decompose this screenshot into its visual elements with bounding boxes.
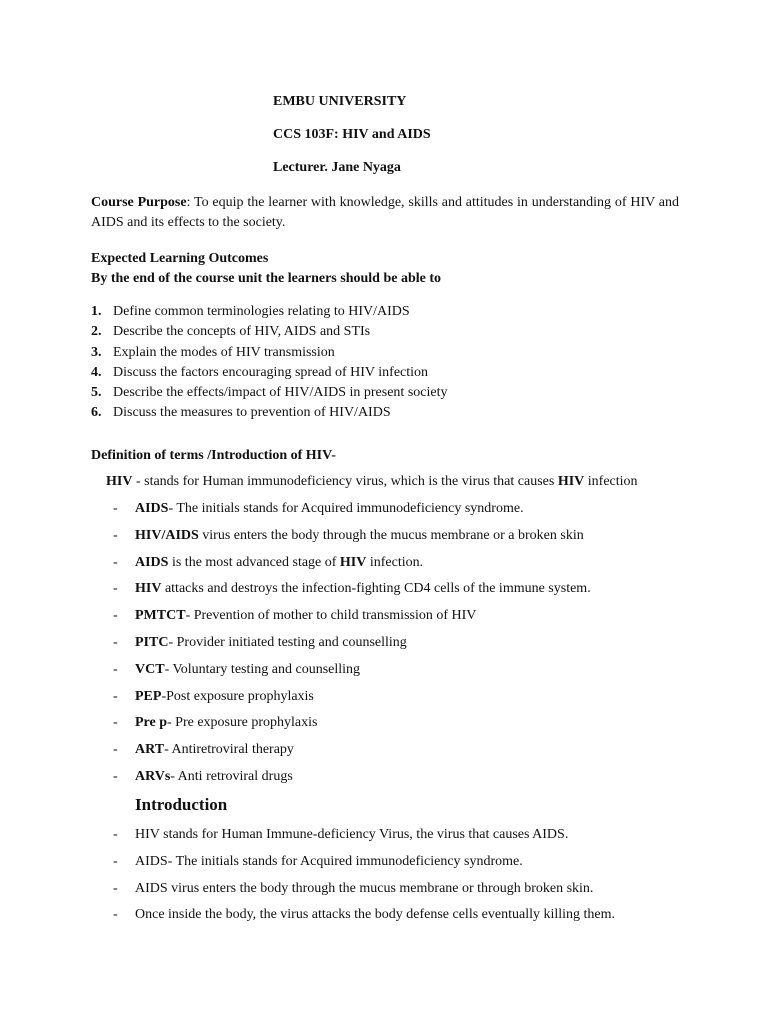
term: AIDS: [135, 501, 169, 516]
list-item: [91, 322, 447, 342]
definition-text: -Post exposure prophylaxis: [161, 688, 314, 704]
list-item: [91, 403, 447, 423]
list-item: [113, 684, 591, 711]
dash: -: [113, 880, 118, 896]
list-item: [113, 902, 615, 929]
introduction-heading: Introduction: [135, 795, 228, 814]
list-item: [113, 603, 591, 630]
term: HIV: [106, 474, 133, 489]
item-number: 5.: [91, 385, 102, 401]
list-item: [113, 710, 591, 737]
university-name: EMBU UNIVERSITY: [273, 94, 407, 109]
definition-text: - Pre exposure prophylaxis: [167, 715, 318, 731]
item-number: 6.: [91, 405, 102, 421]
list-item: [113, 657, 591, 684]
list-item: [91, 343, 447, 363]
term: HIV: [557, 474, 585, 489]
item-text: Describe the effects/impact of HIV/AIDS in present society: [113, 385, 448, 401]
list-item: [113, 737, 591, 764]
term: PITC: [135, 634, 169, 650]
dash: -: [113, 527, 118, 543]
dash: -: [113, 501, 118, 516]
list-item: [113, 496, 591, 523]
dash: -: [113, 768, 118, 784]
item-number: 2.: [91, 324, 102, 340]
definition-text: - Voluntary testing and counselling: [164, 661, 361, 677]
definitions-title: Definition of terms /Introduction of HIV-: [91, 448, 336, 463]
dash: -: [113, 907, 118, 923]
dash: -: [113, 853, 118, 869]
term: ART: [135, 742, 165, 758]
item-text: Describe the concepts of HIV, AIDS and STIs: [113, 324, 371, 340]
dash: -: [113, 581, 118, 597]
definition-text: - Provider initiated testing and counselling: [168, 634, 407, 650]
introduction-list: [113, 822, 615, 929]
list-item: [91, 383, 447, 403]
course-purpose-text: : To equip the learner with knowledge, skills and attitudes in understanding of HIV and AIDS and its effects to the society.: [91, 195, 679, 230]
lecturer-name: Lecturer. Jane Nyaga: [273, 160, 401, 175]
item-text: AIDS virus enters the body through the mucus membrane or through broken skin.: [135, 880, 594, 896]
item-number: 3.: [91, 344, 102, 360]
term: PEP: [135, 688, 162, 704]
dash: -: [113, 715, 118, 731]
definition-text: infection.: [366, 554, 424, 570]
list-item: [113, 550, 591, 577]
course-title: CCS 103F: HIV and AIDS: [273, 127, 431, 142]
dash: -: [113, 742, 118, 758]
definition-text: attacks and destroys the infection-fighting CD4 cells of the immune system.: [161, 581, 591, 597]
term: HIV/AIDS: [135, 527, 199, 543]
item-text: Discuss the measures to prevention of HIV/AIDS: [113, 405, 391, 421]
definition-text: - stands for Human immunodeficiency virus, which is the virus that causes: [132, 474, 558, 489]
definition-text: virus enters the body through the mucus membrane or a broken skin: [198, 527, 584, 543]
dash: -: [113, 661, 118, 677]
definition-text: - Antiretroviral therapy: [164, 742, 294, 758]
item-text: Define common terminologies relating to HIV/AIDS: [113, 304, 410, 319]
list-item: [113, 876, 615, 903]
outcomes-subtitle: By the end of the course unit the learners should be able to: [91, 271, 441, 286]
list-item: [113, 764, 591, 791]
list-item: [91, 363, 447, 383]
item-number: 4.: [91, 364, 102, 380]
term: PMTCT: [135, 608, 186, 624]
item-text: AIDS- The initials stands for Acquired immunodeficiency syndrome.: [135, 853, 523, 869]
dash: -: [113, 634, 118, 650]
list-item: [113, 849, 615, 876]
list-item: [113, 822, 615, 849]
term: ARVs: [135, 768, 171, 784]
dash: -: [113, 688, 118, 704]
term: AIDS: [135, 554, 169, 570]
definition-text: infection: [584, 474, 638, 489]
term: VCT: [135, 661, 165, 677]
outcomes-title: Expected Learning Outcomes: [91, 251, 269, 266]
dash: -: [113, 554, 118, 570]
dash: -: [113, 827, 118, 842]
term: HIV: [135, 581, 162, 597]
list-item: [113, 576, 591, 603]
definition-text: - The initials stands for Acquired immunodeficiency syndrome.: [168, 501, 524, 516]
definition-text: is the most advanced stage of: [168, 554, 340, 570]
list-item: [113, 523, 591, 550]
list-item: [113, 630, 591, 657]
dash: -: [113, 608, 118, 624]
definition-text: - Anti retroviral drugs: [170, 768, 293, 784]
list-item: [91, 302, 447, 322]
definitions-list: [113, 496, 591, 791]
item-text: Explain the modes of HIV transmission: [113, 344, 335, 360]
course-purpose-label: Course Purpose: [91, 195, 187, 210]
course-purpose: [91, 193, 679, 233]
item-number: 1.: [91, 304, 102, 319]
term: Pre p: [135, 715, 168, 731]
definition-text: - Prevention of mother to child transmission of HIV: [185, 608, 477, 624]
term: HIV: [339, 554, 367, 570]
outcomes-list: [91, 302, 447, 424]
item-text: Discuss the factors encouraging spread of HIV infection: [113, 364, 429, 380]
item-text: HIV stands for Human Immune-deficiency Virus, the virus that causes AIDS.: [135, 827, 569, 842]
item-text: Once inside the body, the virus attacks the body defense cells eventually killing them.: [135, 907, 616, 923]
hiv-definition-line: [106, 474, 638, 490]
